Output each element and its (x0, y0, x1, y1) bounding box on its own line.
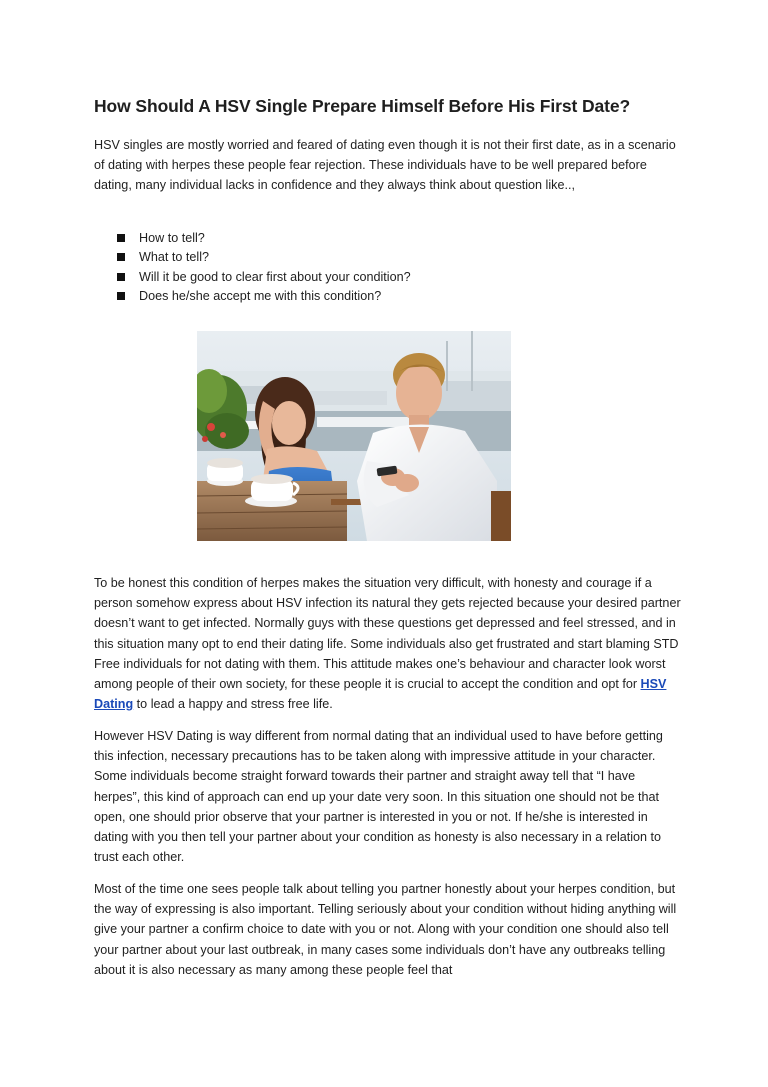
list-item-text: Does he/she accept me with this condition? (139, 289, 382, 304)
paragraph-text: To be honest this condition of herpes makes the situation very difficult, with honesty and courage if a person somehow express about HSV infection its natural they gets rejected because your desired partner doesn’t want to get infected. Normally guys with these questions get depressed and feel stressed, and in this situation many opt to end their dating life. Some individuals also get frustrated and start blaming STD Free individuals for not dating with them. This attitude makes one’s behaviour and character look worst among people of their own society, for these people it is crucial to accept the condition and opt for (94, 576, 681, 692)
list-item (117, 287, 411, 307)
square-bullet-icon (117, 234, 125, 242)
honesty-paragraph (94, 573, 684, 714)
list-item (117, 267, 411, 287)
intro-paragraph: HSV singles are mostly worried and feared of dating even though it is not their first date, as in a scenario of dating with herpes these people fear rejection. These individuals have to be well prepared before dating, many individual lacks in confidence and they always think about question like.., (94, 138, 676, 193)
dating-couple-photo (197, 331, 511, 541)
approach-paragraph: However HSV Dating is way different from normal dating that an individual used to have before getting this infection, necessary precautions has to be taken along with impressive attitude in your character. Some individuals become straight forward towards their partner and straight away tell that “I have herpes”, this kind of approach can end up your date very soon. In this situation one should not be that open, one should prior observe that your partner is interested in you or not. If he/she is interested in dating with you then tell your partner about your condition as honesty is also necessary in a relation to trust each other. (94, 729, 663, 865)
list-item-text: What to tell? (139, 250, 209, 265)
square-bullet-icon (117, 292, 125, 300)
list-item-text: Will it be good to clear first about your condition? (139, 269, 411, 284)
paragraph-text: to lead a happy and stress free life. (133, 697, 333, 712)
question-list (117, 228, 411, 306)
hsv-dating-link[interactable]: HSV Dating (94, 677, 667, 712)
square-bullet-icon (117, 253, 125, 261)
list-item (117, 248, 411, 268)
expression-paragraph: Most of the time one sees people talk about telling you partner honestly about your herpes condition, but the way of expressing is also important. Telling seriously about your condition without hiding anything will give your partner a confirm choice to date with you or not. Along with your condition one should also tell your partner about your last outbreak, in many cases some individuals don’t have any outbreaks telling about it is also necessary as many among these people feel that (94, 882, 677, 977)
list-item (117, 228, 411, 248)
page-title: How Should A HSV Single Prepare Himself Before His First Date? (94, 96, 631, 116)
list-item-text: How to tell? (139, 230, 205, 245)
square-bullet-icon (117, 273, 125, 281)
